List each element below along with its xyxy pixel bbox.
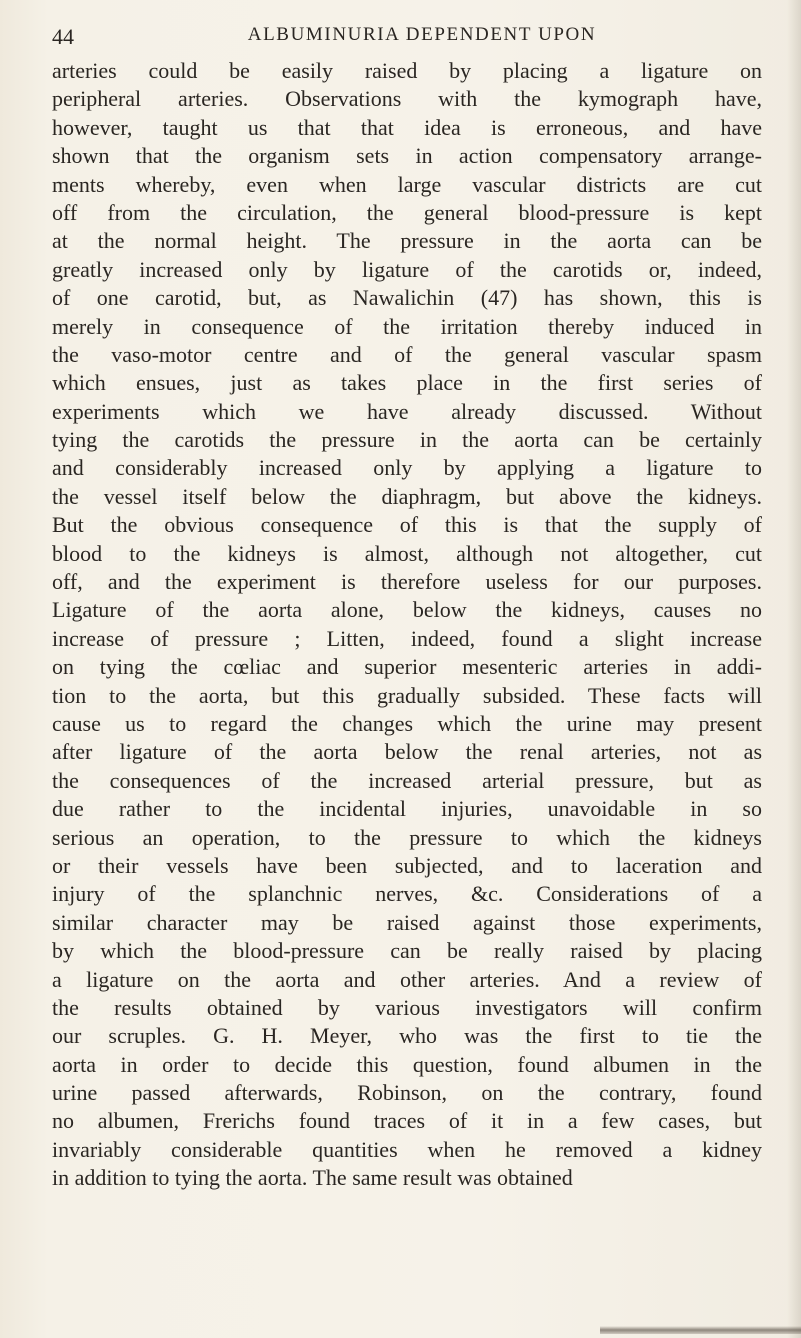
text-line: tion to the aorta, but this gradually subsided. These facts will [52,682,762,708]
text-line: greatly increased only by ligature of the carotids or, indeed, [52,256,762,282]
text-line: experiments which we have already discussed. Without [52,398,762,424]
text-line: after ligature of the aorta below the renal arteries, not as [52,739,762,765]
body-text [52,57,762,1193]
text-line: by which the blood-pressure can be really raised by placing [52,938,762,964]
page-bottom-shadow [600,1326,801,1334]
text-line: invariably considerable quantities when he removed a kidney [52,1136,762,1162]
text-line: serious an operation, to the pressure to which the kidneys [52,824,762,850]
text-line: the consequences of the increased arterial pressure, but as [52,767,762,793]
text-line: of one carotid, but, as Nawalichin (47) has shown, this is [52,285,762,311]
text-line: arteries could be easily raised by placing a ligature on [52,58,762,83]
text-line: peripheral arteries. Observations with the kymograph have, [52,86,762,112]
text-line: injury of the splanchnic nerves, &c. Considerations of a [52,881,762,907]
text-line: at the normal height. The pressure in the aorta can be [52,228,762,254]
text-line: or their vessels have been subjected, and to laceration and [52,852,762,878]
text-line: a ligature on the aorta and other arteries. And a review of [52,966,762,992]
text-line: increase of pressure ; Litten, indeed, found a slight increase [52,625,762,651]
running-head: ALBUMINURIA DEPENDENT UPON [247,24,597,45]
text-line: aorta in order to decide this question, found albumen in the [52,1051,762,1077]
text-line: merely in consequence of the irritation thereby induced in [52,313,762,339]
text-line: the results obtained by various investigators will confirm [52,994,762,1020]
text-line: shown that the organism sets in action compensatory arrange- [52,143,762,169]
text-line: tying the carotids the pressure in the aorta can be certainly [52,427,762,453]
text-line: the vaso-motor centre and of the general vascular spasm [52,341,762,367]
text-line: in addition to tying the aorta. The same result was obtained [52,1165,573,1191]
text-line: similar character may be raised against those experiments, [52,909,762,935]
text-line: But the obvious consequence of this is that the supply of [52,512,762,538]
text-line: however, taught us that that idea is erroneous, and have [52,114,762,140]
text-line: and considerably increased only by applying a ligature to [52,455,762,481]
text-line: cause us to regard the changes which the urine may present [52,710,762,736]
text-line: off, and the experiment is therefore useless for our purposes. [52,569,762,595]
page-number: 44 [52,24,74,49]
text-line: urine passed afterwards, Robinson, on the contrary, found [52,1080,762,1106]
page-header [52,24,752,56]
text-line: on tying the cœliac and superior mesenteric arteries in addi- [52,654,762,680]
text-line: due rather to the incidental injuries, unavoidable in so [52,796,762,822]
page-edge-shadow [787,0,801,1338]
text-line: which ensues, just as takes place in the first series of [52,370,762,396]
text-line: the vessel itself below the diaphragm, but above the kidneys. [52,483,762,509]
text-line: blood to the kidneys is almost, although not altogether, cut [52,540,762,566]
text-line: our scruples. G. H. Meyer, who was the first to tie the [52,1023,762,1049]
text-line: no albumen, Frerichs found traces of it in a few cases, but [52,1108,762,1134]
text-line: ments whereby, even when large vascular districts are cut [52,171,762,197]
text-line: Ligature of the aorta alone, below the kidneys, causes no [52,597,762,623]
text-line: off from the circulation, the general blood-pressure is kept [52,199,762,225]
